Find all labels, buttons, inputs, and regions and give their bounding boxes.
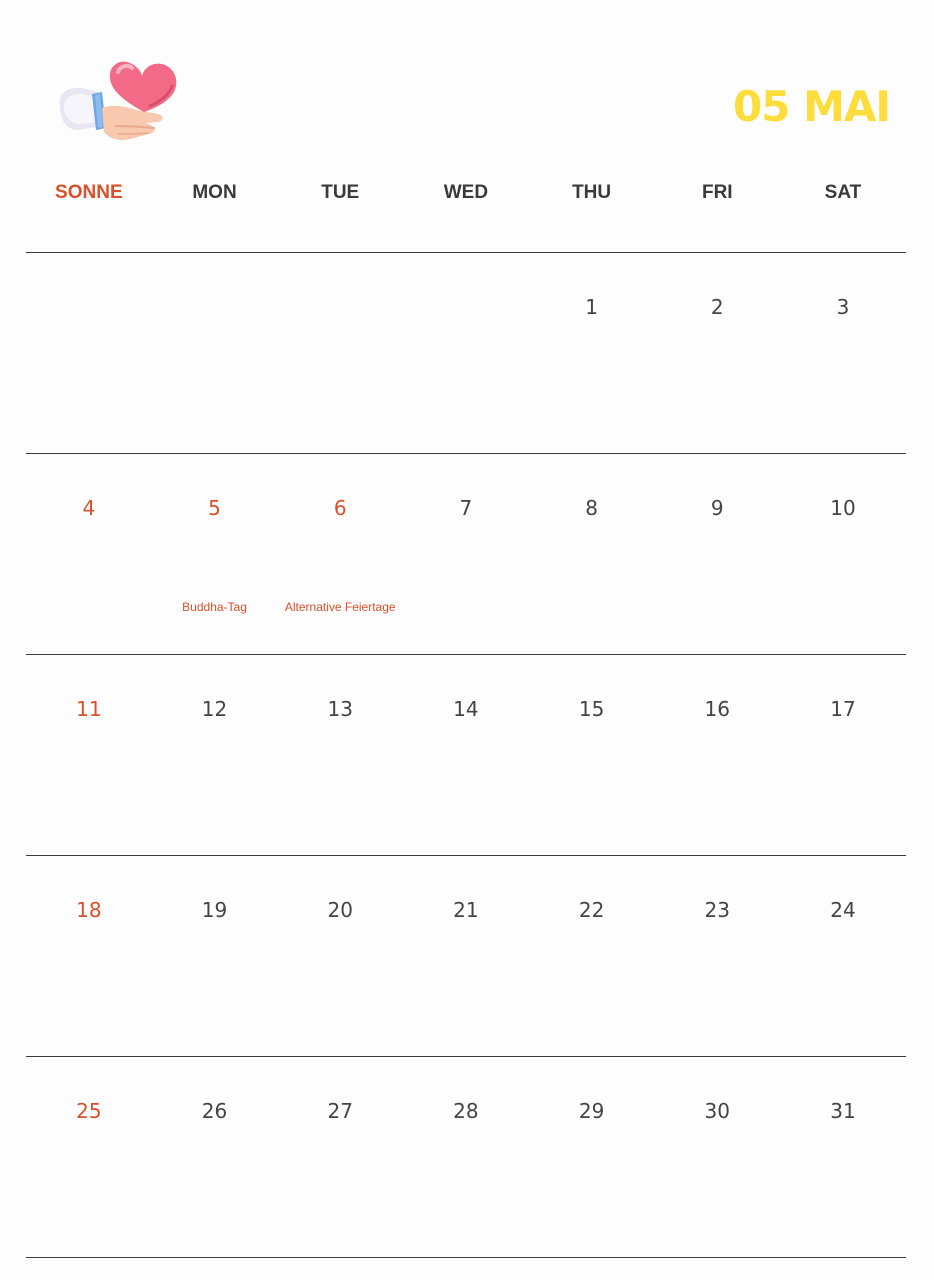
day-number: 9 (710, 496, 724, 520)
week-row (26, 453, 906, 654)
day-number: 21 (453, 898, 479, 922)
weekday-header-row (26, 178, 906, 208)
month-title: 05 MAI (733, 82, 890, 131)
weekday-label: MON (192, 182, 237, 203)
day-number: 3 (836, 295, 850, 319)
day-number: 4 (82, 496, 96, 520)
day-cell[interactable] (529, 253, 655, 453)
day-number: 5 (208, 496, 221, 520)
weekday-label: SONNE (55, 182, 123, 203)
day-number: 6 (333, 496, 347, 520)
weekday-label: WED (443, 182, 489, 203)
day-cell[interactable] (403, 253, 529, 453)
weekday-label: THU (572, 182, 612, 203)
day-number: 16 (704, 697, 730, 721)
day-cell[interactable] (529, 454, 655, 654)
day-number: 20 (327, 898, 353, 922)
day-number: 24 (830, 898, 856, 922)
day-cell[interactable] (529, 856, 655, 1056)
weekday-label: FRI (701, 182, 733, 203)
week-row (26, 1056, 906, 1258)
day-cell[interactable] (26, 856, 152, 1056)
day-number: 29 (578, 1099, 605, 1123)
day-cell[interactable] (26, 253, 152, 453)
day-number: 2 (710, 295, 724, 319)
day-cell[interactable] (529, 1057, 655, 1257)
day-number: 8 (585, 496, 598, 520)
day-cell[interactable] (780, 253, 906, 453)
week-row (26, 654, 906, 855)
day-cell[interactable] (654, 253, 780, 453)
calendar-grid (26, 252, 906, 1258)
weekday-label: TUE (321, 182, 360, 203)
day-cell[interactable] (654, 1057, 780, 1257)
day-cell[interactable] (277, 454, 403, 654)
day-cell[interactable] (277, 856, 403, 1056)
day-number: 23 (704, 898, 730, 922)
day-number: 10 (830, 496, 856, 520)
day-cell[interactable] (152, 454, 278, 654)
day-number: 19 (201, 898, 228, 922)
day-number: 15 (578, 697, 605, 721)
weekday-label: SAT (824, 182, 862, 203)
day-cell[interactable] (780, 655, 906, 855)
day-cell[interactable] (152, 253, 278, 453)
day-cell[interactable] (529, 655, 655, 855)
day-cell[interactable] (403, 856, 529, 1056)
day-cell[interactable] (780, 454, 906, 654)
hand-holding-heart-icon (54, 56, 184, 148)
day-number: 22 (578, 898, 605, 922)
day-cell[interactable] (26, 454, 152, 654)
day-cell[interactable] (403, 1057, 529, 1257)
day-number: 27 (327, 1099, 353, 1123)
day-cell[interactable] (780, 1057, 906, 1257)
day-cell[interactable] (654, 454, 780, 654)
week-row (26, 252, 906, 453)
day-cell[interactable] (654, 655, 780, 855)
day-cell[interactable] (26, 1057, 152, 1257)
day-cell[interactable] (403, 454, 529, 654)
day-number: 12 (201, 697, 228, 721)
day-cell[interactable] (277, 655, 403, 855)
day-number: 28 (453, 1099, 479, 1123)
day-cell[interactable] (26, 655, 152, 855)
day-number: 18 (76, 898, 102, 922)
day-number: 7 (459, 496, 473, 520)
day-number: 1 (585, 295, 598, 319)
holiday-label: Buddha-Tag (182, 600, 247, 614)
day-number: 26 (201, 1099, 228, 1123)
week-row (26, 855, 906, 1056)
day-number: 14 (453, 697, 479, 721)
day-cell[interactable] (780, 856, 906, 1056)
day-number: 25 (76, 1099, 102, 1123)
day-number: 11 (76, 697, 102, 721)
day-number: 13 (327, 697, 353, 721)
day-cell[interactable] (152, 1057, 278, 1257)
day-cell[interactable] (277, 253, 403, 453)
holiday-label: Alternative Feiertage (284, 600, 396, 614)
day-cell[interactable] (277, 1057, 403, 1257)
day-cell[interactable] (152, 856, 278, 1056)
day-cell[interactable] (654, 856, 780, 1056)
day-cell[interactable] (152, 655, 278, 855)
day-cell[interactable] (403, 655, 529, 855)
day-number: 17 (830, 697, 856, 721)
day-number: 31 (830, 1099, 856, 1123)
day-number: 30 (704, 1099, 730, 1123)
